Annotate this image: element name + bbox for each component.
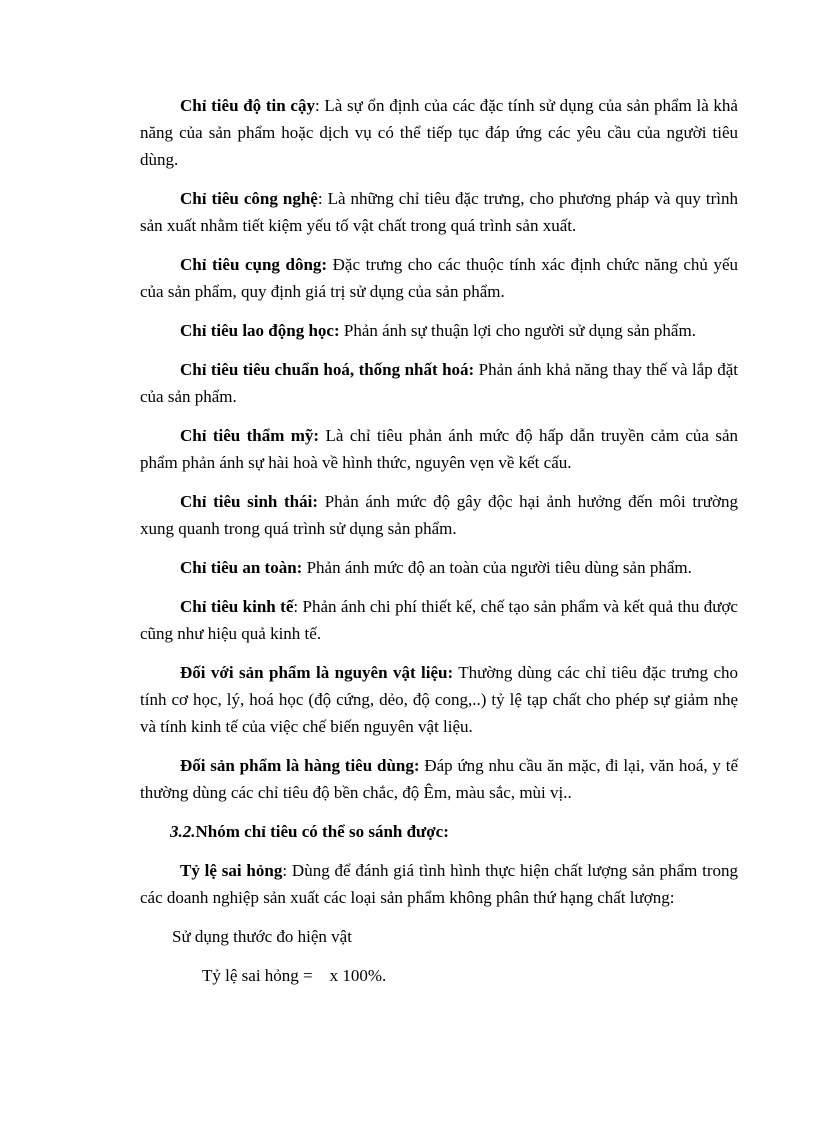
section-title: Nhóm chỉ tiêu có thể so sánh được: — [195, 822, 449, 841]
definition-ergonomics: Phản ánh sự thuận lợi cho người sử dụng sản phẩm. — [343, 321, 696, 340]
paragraph-economics — [140, 593, 738, 647]
definition-raw-materials: Thường dùng các chỉ tiêu đặc trưng cho tính cơ học, lý, hoá học (độ cứng, dẻo, độ cong,..) tỷ lệ tạp chất cho phép sự giảm nhẹ và tính kinh tế của việc chế biến nguyên vật liệu. — [140, 663, 738, 736]
section-number: 3.2. — [170, 822, 196, 841]
term-safety: Chỉ tiêu an toàn: — [180, 558, 303, 577]
paragraph-ecology — [140, 488, 738, 542]
paragraph-standardization — [140, 356, 738, 410]
paragraph-raw-materials — [140, 659, 738, 740]
measure-line: Sử dụng thước đo hiện vật — [172, 927, 352, 946]
term-function: Chỉ tiêu cụng dông: — [180, 255, 328, 274]
definition-defect-rate: Dùng để đánh giá tình hình thực hiện chất lượng sản phẩm trong các doanh nghiệp sản xuất các loại sản phẩm không phân thứ hạng chất lượng: — [140, 861, 738, 907]
definition-reliability: Là sự ổn định của các đặc tính sử dụng của sản phẩm là khả năng của sản phẩm hoặc dịch vụ có thể tiếp tục đáp ứng các yêu cầu của người tiêu dùng. — [140, 96, 738, 169]
term-consumer-goods: Đối sản phẩm là hàng tiêu dùng: — [180, 756, 420, 775]
separator: : — [293, 597, 303, 616]
paragraph-consumer-goods — [140, 752, 738, 806]
separator: : — [282, 861, 292, 880]
definition-aesthetics: Là chỉ tiêu phản ánh mức độ hấp dẫn truyền cảm của sản phẩm phản ánh sự hài hoà về hình thức, nguyên vẹn về kết cấu. — [140, 426, 738, 472]
term-reliability: Chỉ tiêu độ tin cậy — [180, 96, 315, 115]
separator: : — [314, 96, 325, 115]
definition-technology: Là những chỉ tiêu đặc trưng, cho phương pháp và quy trình sản xuất nhằm tiết kiệm yếu tố vật chất trong quá trình sản xuất. — [140, 189, 738, 235]
paragraph-ergonomics — [140, 317, 738, 344]
term-aesthetics: Chỉ tiêu thẩm mỹ: — [180, 426, 320, 445]
paragraph-aesthetics — [140, 422, 738, 476]
paragraph-reliability — [140, 92, 738, 173]
definition-function: Đặc trưng cho các thuộc tính xác định chức năng chủ yếu của sản phẩm, quy định giá trị sử dụng của sản phẩm. — [140, 255, 739, 301]
defect-rate-formula: Tỷ lệ sai hỏng = x 100%. — [202, 966, 387, 985]
term-economics: Chỉ tiêu kinh tế — [180, 597, 294, 616]
term-standardization: Chỉ tiêu tiêu chuẩn hoá, thống nhất hoá: — [180, 360, 475, 379]
definition-ecology: Phản ánh mức độ gây độc hại ảnh hưởng đến môi trường xung quanh trong quá trình sử dụng sản phẩm. — [140, 492, 739, 538]
separator: : — [317, 189, 328, 208]
paragraph-safety — [140, 554, 738, 581]
term-ergonomics: Chỉ tiêu lao động học: — [180, 321, 340, 340]
term-ecology: Chỉ tiêu sinh thái: — [180, 492, 319, 511]
definition-standardization: Phản ánh khả năng thay thế và lắp đặt của sản phẩm. — [140, 360, 738, 406]
paragraph-technology — [140, 185, 738, 239]
term-defect-rate: Tỷ lệ sai hỏng — [180, 861, 283, 880]
term-technology: Chỉ tiêu công nghệ — [180, 189, 318, 208]
separator — [318, 492, 325, 511]
definition-safety: Phản ánh mức độ an toàn của người tiêu dùng sản phẩm. — [306, 558, 692, 577]
paragraph-function — [140, 251, 738, 305]
definition-consumer-goods: Đáp ứng nhu cầu ăn mặc, đi lại, văn hoá, y tế thường dùng các chỉ tiêu độ bền chắc, độ Êm, màu sắc, mùi vị.. — [140, 756, 738, 802]
section-heading — [140, 818, 738, 845]
term-raw-materials: Đối với sản phẩm là nguyên vật liệu: — [180, 663, 454, 682]
definition-economics: Phản ánh chi phí thiết kế, chế tạo sản phẩm và kết quả thu được cũng như hiệu quả kinh tế. — [140, 597, 738, 643]
paragraph-defect-rate — [140, 857, 738, 911]
document-body — [140, 92, 738, 989]
